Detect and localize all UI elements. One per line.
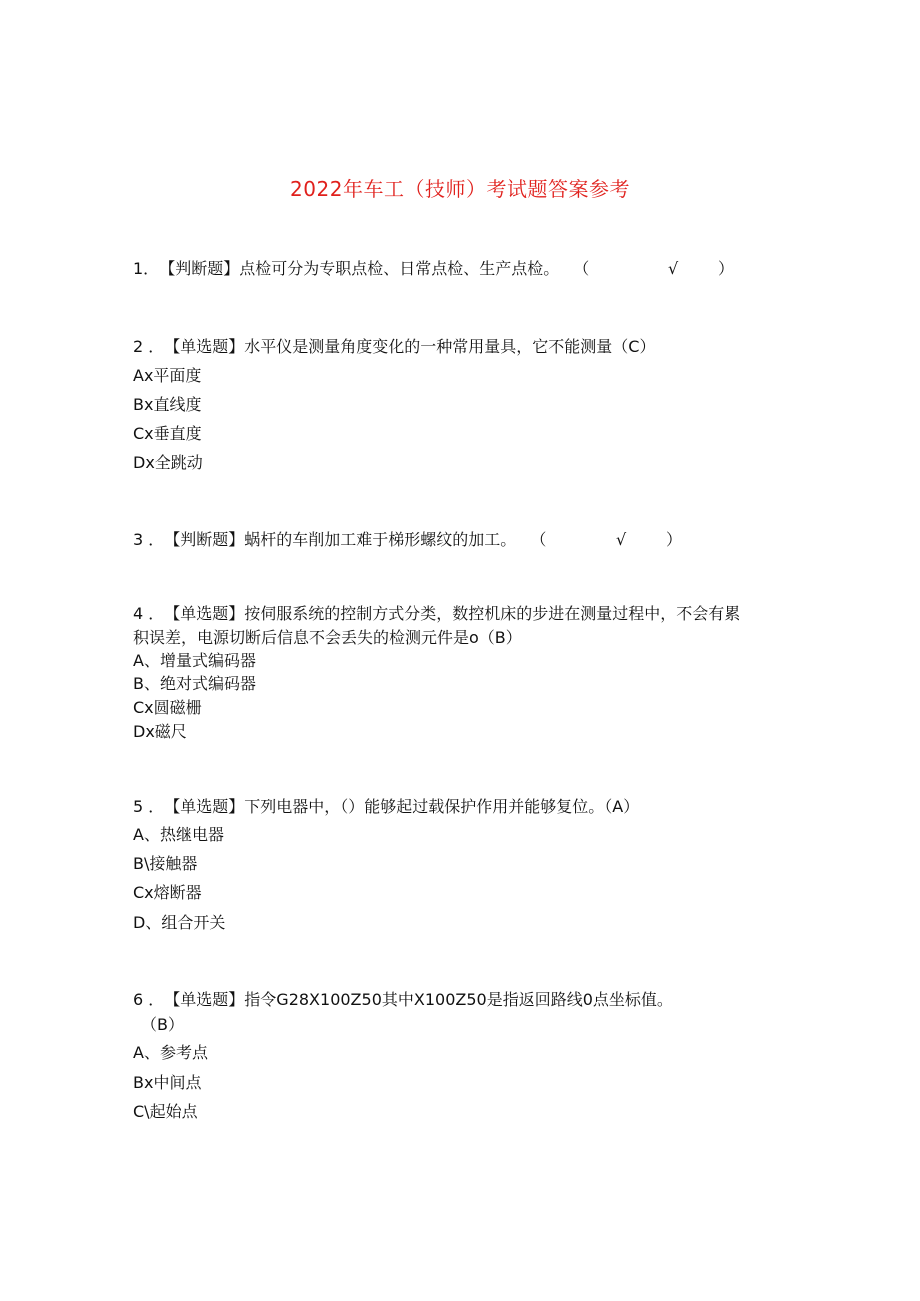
question-5 [133,796,639,818]
question-text-continued: 积误差，电源切断后信息不会丢失的检测元件是o（B） [133,628,522,647]
question-number: 3 ． [133,530,165,549]
question-text: 下列电器中，（）能够起过载保护作用并能够复位。（A） [244,797,640,816]
question-1 [133,258,753,280]
question-number: 6 ． [133,990,165,1009]
question-type-tag: 【单选题】 [164,990,245,1009]
answer-close-paren: ） [666,530,683,549]
option-d: D、组合开关 [133,913,226,932]
question-type-tag: 【单选题】 [164,337,245,356]
question-type-tag: 【判断题】 [159,259,240,278]
option-c: C\起始点 [133,1102,198,1121]
answer-close-paren: ） [718,259,735,278]
question-text: 水平仪是测量角度变化的一种常用量具，它不能测量（C） [244,337,656,356]
option-b: Bx直线度 [133,395,202,414]
option-c: Cx圆磁栅 [133,698,202,717]
answer-open-paren: （ [573,259,590,278]
question-3 [133,529,693,551]
question-2 [133,336,655,358]
question-type-tag: 【单选题】 [164,797,245,816]
option-d: Dx磁尺 [133,722,187,741]
option-a: A、增量式编码器 [133,651,256,670]
option-d: Dx全跳动 [133,453,203,472]
option-b: B\接触器 [133,854,198,873]
answer-text: （B） [141,1015,184,1034]
option-a: A、参考点 [133,1043,208,1062]
option-b: Bx中间点 [133,1073,202,1092]
page-title: 2022年车工（技师）考试题答案参考 [290,177,630,201]
question-number: 5 ． [133,797,165,816]
question-4 [133,603,740,625]
question-number: 4 ． [133,604,165,623]
option-c: Cx熔断器 [133,883,202,902]
option-b: B、绝对式编码器 [133,674,256,693]
question-text: 按伺服系统的控制方式分类，数控机床的步进在测量过程中，不会有累 [244,604,741,623]
question-type-tag: 【单选题】 [164,604,245,623]
question-text: 点检可分为专职点检、日常点检、生产点检。 [239,259,560,278]
question-text: 指令G28X100Z50其中X100Z50是指返回路线0点坐标值。 [244,990,673,1009]
question-text: 蜗杆的车削加工难于梯形螺纹的加工。 [244,530,517,549]
answer-open-paren: （ [530,530,547,549]
option-c: Cx垂直度 [133,424,202,443]
option-a: A、热继电器 [133,825,224,844]
question-number: 1． [133,259,160,278]
question-type-tag: 【判断题】 [164,530,245,549]
answer-check-mark: √ [668,259,679,278]
question-number: 2 ． [133,337,165,356]
answer-check-mark: √ [616,530,627,549]
option-a: Ax平面度 [133,366,202,385]
question-6 [133,989,673,1011]
